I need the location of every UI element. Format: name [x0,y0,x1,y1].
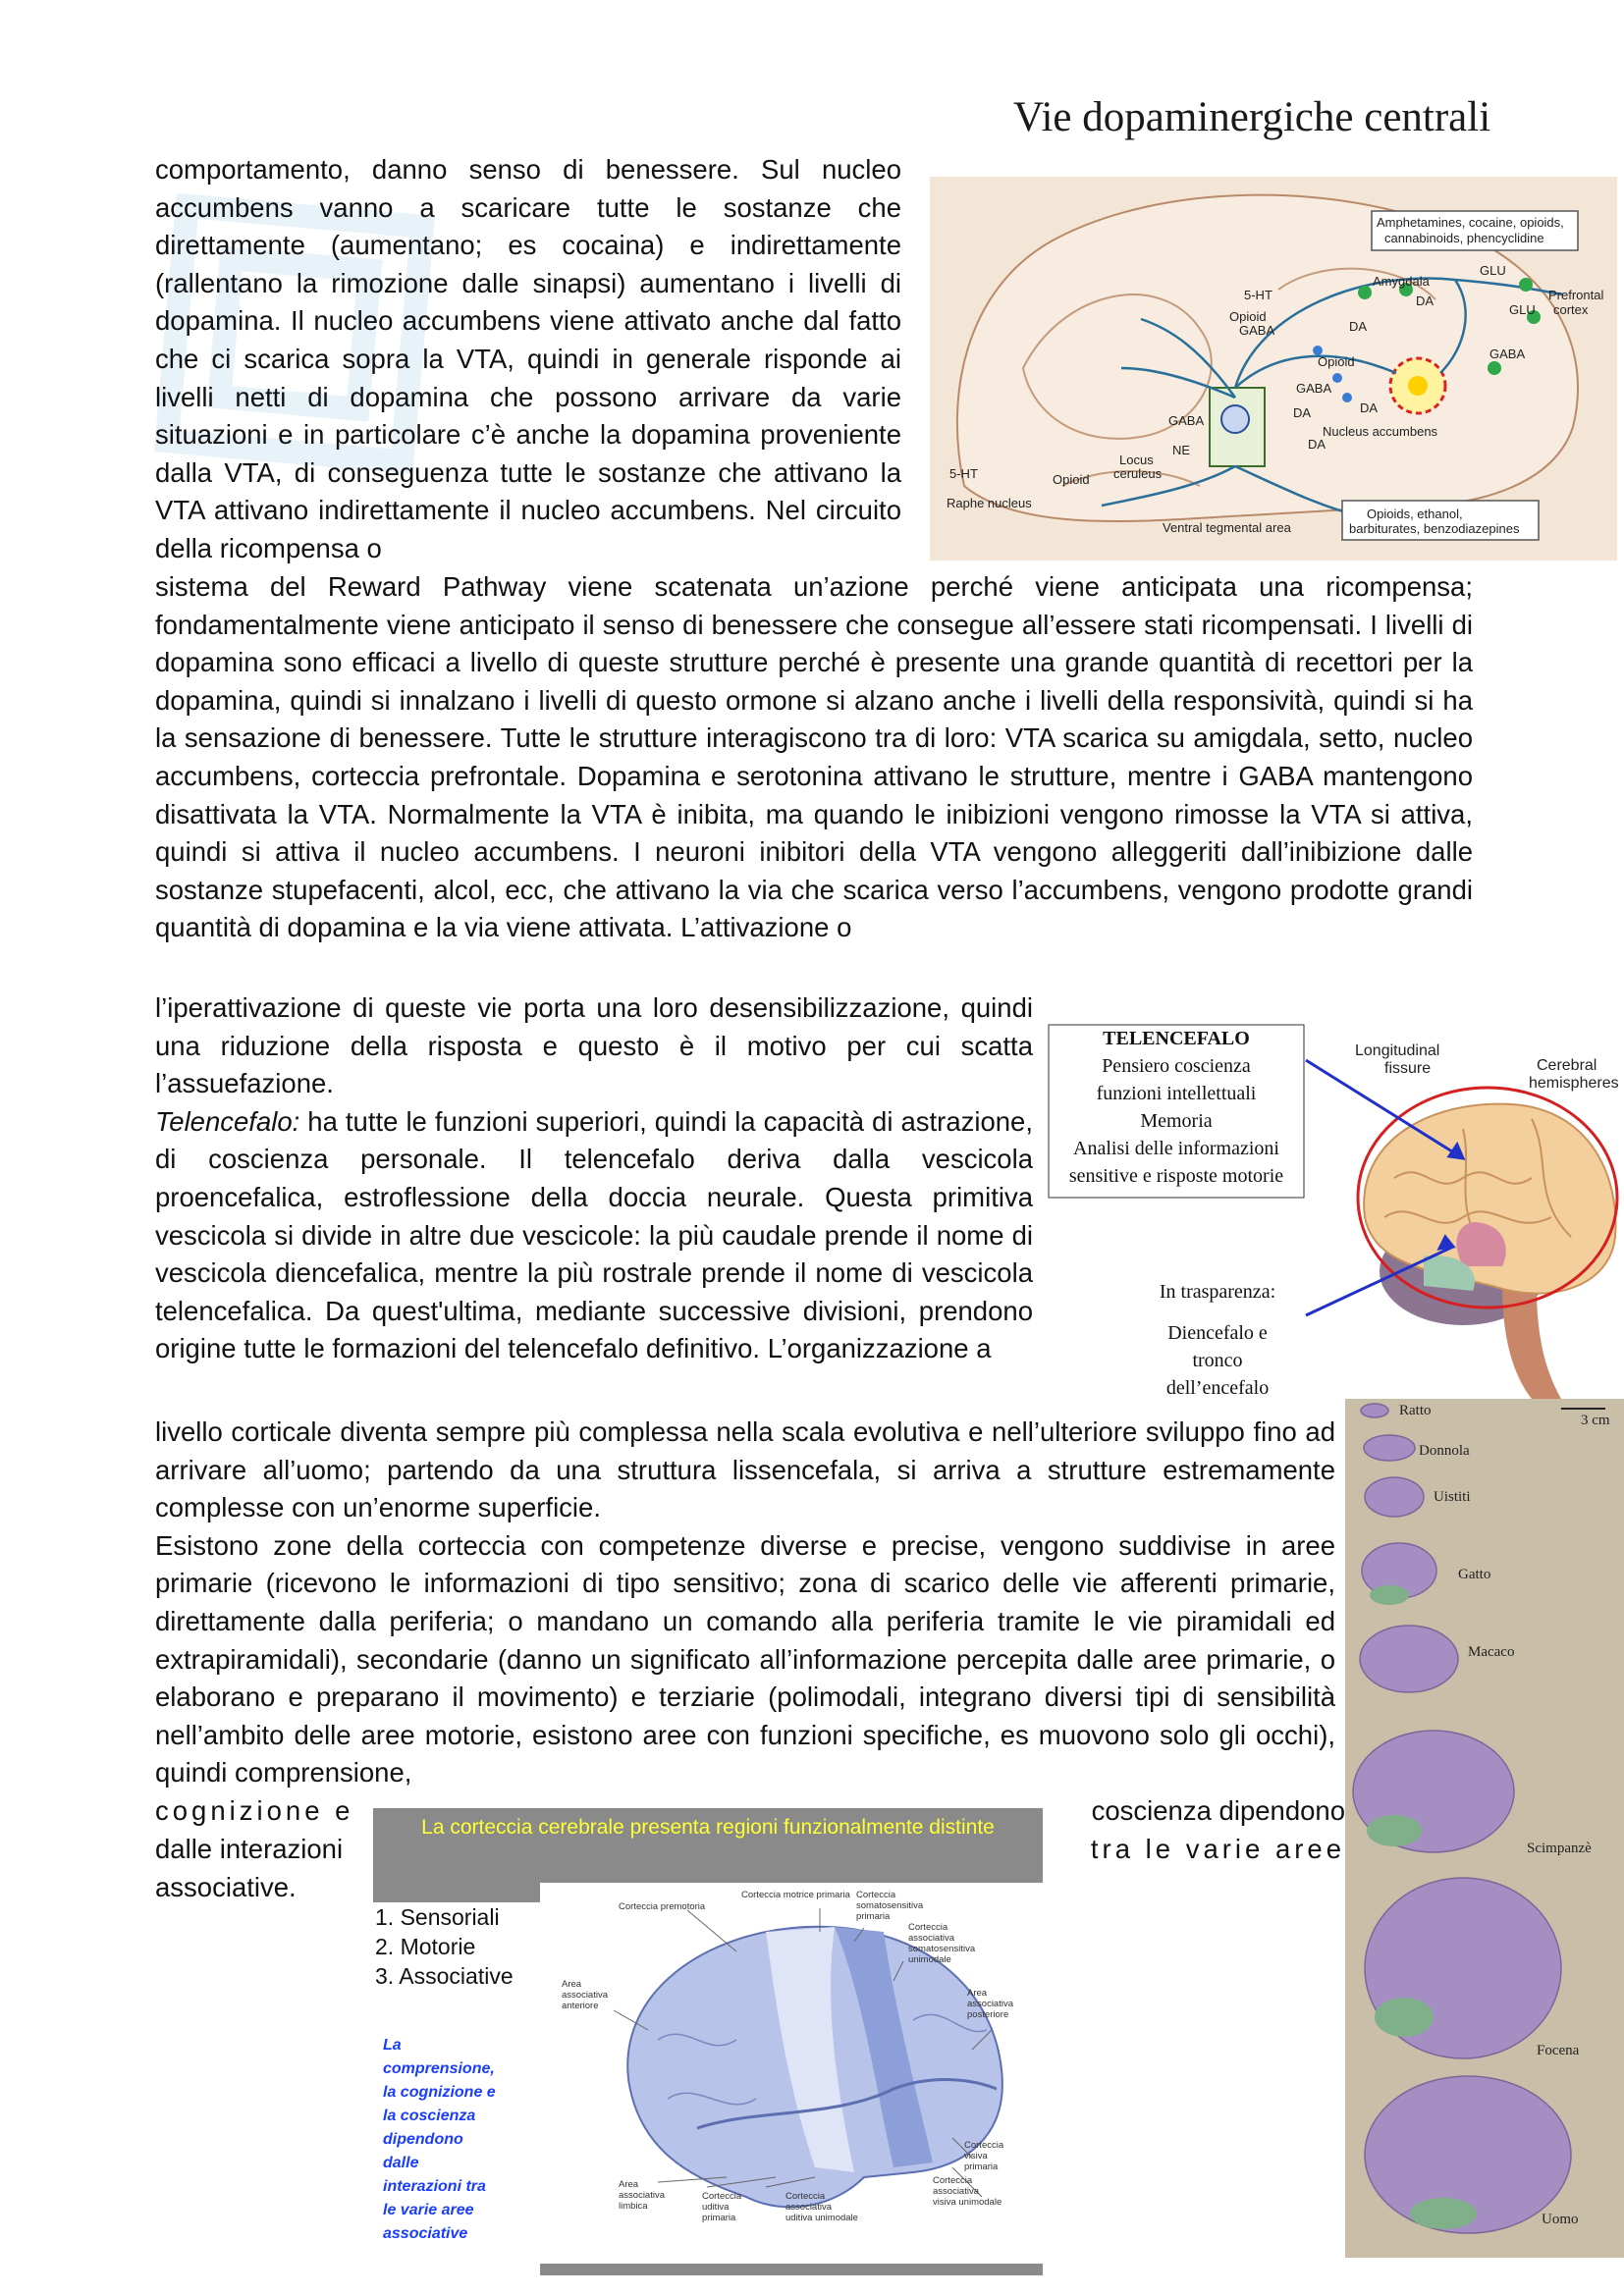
brain-evolution-diagram [1345,1399,1624,2258]
label-cortex: cortex [1553,302,1589,317]
label-cannabinoids: cannabinoids, phencyclidine [1384,231,1544,245]
caption-line: Analisi delle informazioni [1073,1138,1279,1159]
species-label: Macaco [1468,1644,1515,1660]
area-label: unimodale [908,1954,951,1965]
label-gaba-top: GABA [1239,323,1275,338]
figure-title: Vie dopaminergiche centrali [1013,94,1491,140]
area-label: associativa [967,1999,1013,2009]
species-label: Uomo [1542,2212,1579,2227]
label-opioid-top: Opioid [1229,309,1267,324]
telencefalo-description: ha tutte le funzioni superiori, quindi la capacità di astrazione, di coscienza personale. Il telencefalo deriva dalla vescicola proencefalica, estroflessione della doccia neurale. Questa primitiva vescicola si divide in altre due vescicole: la più caudale prende il nome di vescicola diencefalica, mentre la più rostrale prende il nome di vescicola telencefalica. Da quest'ultima, mediante successive divisioni, prendono origine tutte le formazioni del telencefalo definitivo. L’organizzazione a [155,1105,1033,1364]
label-5ht-left: 5-HT [949,466,978,481]
label-hemispheres: hemispheres [1529,1075,1619,1092]
trasparenza-label: In trasparenza: [1159,1281,1276,1303]
paragraph-top-right: comportamento, danno senso di benessere. Sul nucleo accumbens vanno a scaricare tutte le sostanze che direttamente (aumentano; es cocaina) e indirettamente (rallentano la rimozione dalle sinapsi) aumentano i livelli di dopamina. Il nucleo accumbens viene attivato anche dal fatto che ci scarica sopra la VTA, quindi in generale risponde ai livelli netti di dopamina che possono arrivare da varie situazioni e in particolare c’è anche la dopamina proveniente dalla VTA, di conseguenza tutte le sostanze che attivano la VTA attivano indirettamente il nucleo accumbens. Nel circuito della ricompensa o [155,154,901,563]
label-glu-2: GLU [1509,302,1536,317]
dopamine-pathways-figure [905,74,1624,561]
label-longitudinal: Longitudinal [1355,1042,1440,1059]
diencefalo-line: tronco [1192,1350,1243,1371]
area-label: Area [619,2179,639,2190]
caption-line: sensitive e risposte motorie [1068,1165,1284,1187]
label-5ht-top: 5-HT [1244,288,1272,302]
caption-line: Memoria [1140,1110,1213,1132]
diencefalo-line: Diencefalo e [1167,1322,1268,1344]
label-raphe: Raphe nucleus [947,496,1032,510]
area-label: associativa [908,1933,954,1944]
area-label: Corteccia [908,1922,948,1933]
bottom-line-1-right: coscienza dipendono [1091,1795,1345,1826]
species-label: Ratto [1399,1403,1432,1418]
area-label: posteriore [967,2009,1009,2020]
area-label: primaria [964,2162,999,2172]
note-line: associative [383,2225,468,2242]
label-opioid-mid: Opioid [1318,354,1355,369]
label-ceruleus: ceruleus [1113,466,1163,481]
cortex-note [383,2034,530,2246]
area-label: associativa [785,2202,832,2213]
species-label: Gatto [1458,1567,1491,1582]
area-label: Corteccia [785,2191,826,2202]
note-line: dalle [383,2155,419,2171]
caption-line: funzioni intellettuali [1096,1083,1257,1104]
area-label: somatosensitiva [908,1944,976,1954]
species-label: Uistiti [1434,1489,1471,1505]
cortex-regions-figure [373,1808,1043,2275]
species-label: Focena [1537,2043,1580,2058]
area-label: Corteccia [702,2191,742,2202]
telencefalo-figure [1041,1011,1624,1404]
area-label: uditiva [702,2202,730,2213]
note-line: la coscienza [383,2108,476,2124]
area-label: primaria [702,2213,736,2223]
species-label: Donnola [1419,1443,1470,1459]
telencefalo-caption-title: TELENCEFALO [1103,1028,1250,1049]
trasparenza-caption [1119,1278,1316,1402]
area-label: Corteccia motrice primaria [741,1890,850,1900]
paragraph-reward-pathway: sistema del Reward Pathway viene scatenata un’azione perché viene anticipata una ricompensa; fondamentalmente viene anticipato il senso di benessere che consegue all’essere stati ricompensati. I livelli di dopamina sono efficaci a livello di queste strutture perché è presente una grande quantità di recettori per la dopamina, quindi si innalzano i livelli di questo ormone si alzano anche i livelli della responsività, quindi si ha la sensazione di benessere. Tutte le strutture interagiscono tra di loro: VTA scarica su amigdala, setto, nucleo accumbens, corteccia prefrontale. Dopamina e serotonina attivano le strutture, mentre i GABA mantengono disattivata la VTA. Normalmente la VTA è inibita, ma quando le inibizioni vengono rimosse la VTA si attiva, quindi si attiva il nucleo accumbens. I neuroni inibitori della VTA vengono alleggeriti dall’inibizione dalle sostanze stupefacenti, alcol, ecc, che attivano la via che scarica verso l’accumbens, vengono prodotte grandi quantità di dopamina e la via viene attivata. L’attivazione o [155,571,1473,943]
label-cerebral: Cerebral [1537,1057,1597,1074]
bottom-line-1-left: cognizione e [155,1795,354,1826]
label-opioids-ethanol: Opioids, ethanol, [1367,507,1463,521]
area-label: anteriore [562,2001,599,2011]
paragraph-telencefalo: l’iperattivazione di queste vie porta una loro desensibilizzazione, quindi una riduzione della risposta e questo è il motivo per cui scatta l’assuefazione. Telencefalo: ha tutte le funzioni superiori, quindi la capacità di astrazione, di coscienza personale. Il telencefalo deriva dalla vescicola proencefalica, estroflessione della doccia neurale. Questa primitiva vescicola si divide in altre due vescicole: la più caudale prende il nome di vescicola diencefalica, mentre la più rostrale prende il nome di vescicola telencefalica. Da quest'ultima, mediante successive divisioni, prendono origine tutte le formazioni del telencefalo definitivo. L’organizzazione a [155,992,1033,1364]
label-fissure: fissure [1384,1060,1432,1077]
cortex-diagram [540,1883,1043,2264]
list-item: 2. Motorie [375,1934,476,1959]
area-label: Corteccia premotoria [619,1901,706,1912]
area-label: visiva unimodale [933,2197,1002,2208]
label-gaba-mid: GABA [1296,381,1332,396]
label-da-5: DA [1308,437,1326,452]
telencefalo-term: Telencefalo: [155,1105,300,1137]
bottom-line-2-right: tra le varie aree [1090,1834,1345,1864]
cortex-figure-title: La corteccia cerebrale presenta regioni funzionalmente distinte [421,1816,995,1839]
area-label: visiva [964,2151,988,2162]
label-vta: Ventral tegmental area [1163,520,1291,535]
area-label: uditiva unimodale [785,2213,858,2223]
area-label: limbica [619,2201,648,2212]
area-label: Area [562,1979,582,1990]
brain-evolution-figure [1345,1399,1624,2258]
label-opioid-low: Opioid [1053,472,1090,487]
list-item: 1. Sensoriali [375,1904,500,1930]
dopamine-diagram [905,74,1624,561]
scale-label: 3 cm [1581,1413,1610,1428]
label-glu-1: GLU [1480,263,1506,278]
area-label: associativa [933,2186,979,2197]
label-locus: Locus [1119,453,1154,467]
diencefalo-line: dell’encefalo [1165,1377,1270,1399]
label-prefrontal: Prefrontal [1548,288,1604,302]
area-label: Corteccia [964,2140,1004,2151]
note-line: comprensione, [383,2060,495,2077]
label-da-2: DA [1416,294,1435,308]
label-gaba-right: GABA [1489,347,1526,361]
telencefalo-caption [1049,1025,1304,1190]
label-gaba-left: GABA [1168,413,1205,428]
label-amphetamines: Amphetamines, cocaine, opioids, [1377,215,1564,230]
note-line: le varie aree [383,2202,474,2218]
label-da-3: DA [1360,400,1379,415]
area-label: associativa [562,1990,608,2001]
area-label: somatosensitiva [856,1900,924,1911]
list-item: 3. Associative [375,1963,514,1989]
area-label: Corteccia [856,1890,896,1900]
label-da-1: DA [1349,319,1368,334]
label-barbiturates: barbiturates, benzodiazepines [1349,521,1520,536]
area-label: primaria [856,1911,891,1922]
paragraph-cortical-organization: livello corticale diventa sempre più complessa nella scala evolutiva e nell’ulteriore sviluppo fino ad arrivare all’uomo; partendo da una struttura lissencefala, si arriva a strutture estremamente complesse con un’enorme superficie. Esistono zone della corteccia con competenze diverse e precise, vengono suddivise in aree primarie (ricevono le informazioni di tipo sensitivo; zona di scarico delle vie afferenti primarie, direttamente dalla periferia; o mandano un comando alla periferia tramite le vie piramidali ed extrapiramidali), secondarie (danno un significato all’informazione percepita dalle aree primarie, o elaborano e preparano il movimento) e terziarie (polimodali, integrano diversi tipi di sensibilità nell’ambito delle aree motorie, esistono aree con funzioni specifiche, es muovono solo gli occhi), quindi comprensione, [155,1416,1335,1789]
label-da-4: DA [1293,405,1312,420]
note-line: dipendono [383,2131,463,2148]
caption-line: Pensiero coscienza [1102,1055,1251,1077]
note-line: la cognizione e [383,2084,496,2101]
area-label: Corteccia [933,2175,973,2186]
note-line: interazioni tra [383,2178,486,2195]
label-nucleus-accumbens: Nucleus accumbens [1323,424,1438,439]
area-label: associativa [619,2190,665,2201]
label-ne: NE [1172,443,1191,457]
area-label: Area [967,1988,988,1999]
bottom-line-2-left: dalle interazioni [155,1834,344,1864]
species-label: Scimpanzè [1527,1841,1592,1856]
note-line: La [383,2037,402,2054]
label-amygdala: Amygdala [1373,274,1430,289]
bottom-line-3-left: associative. [155,1872,297,1902]
